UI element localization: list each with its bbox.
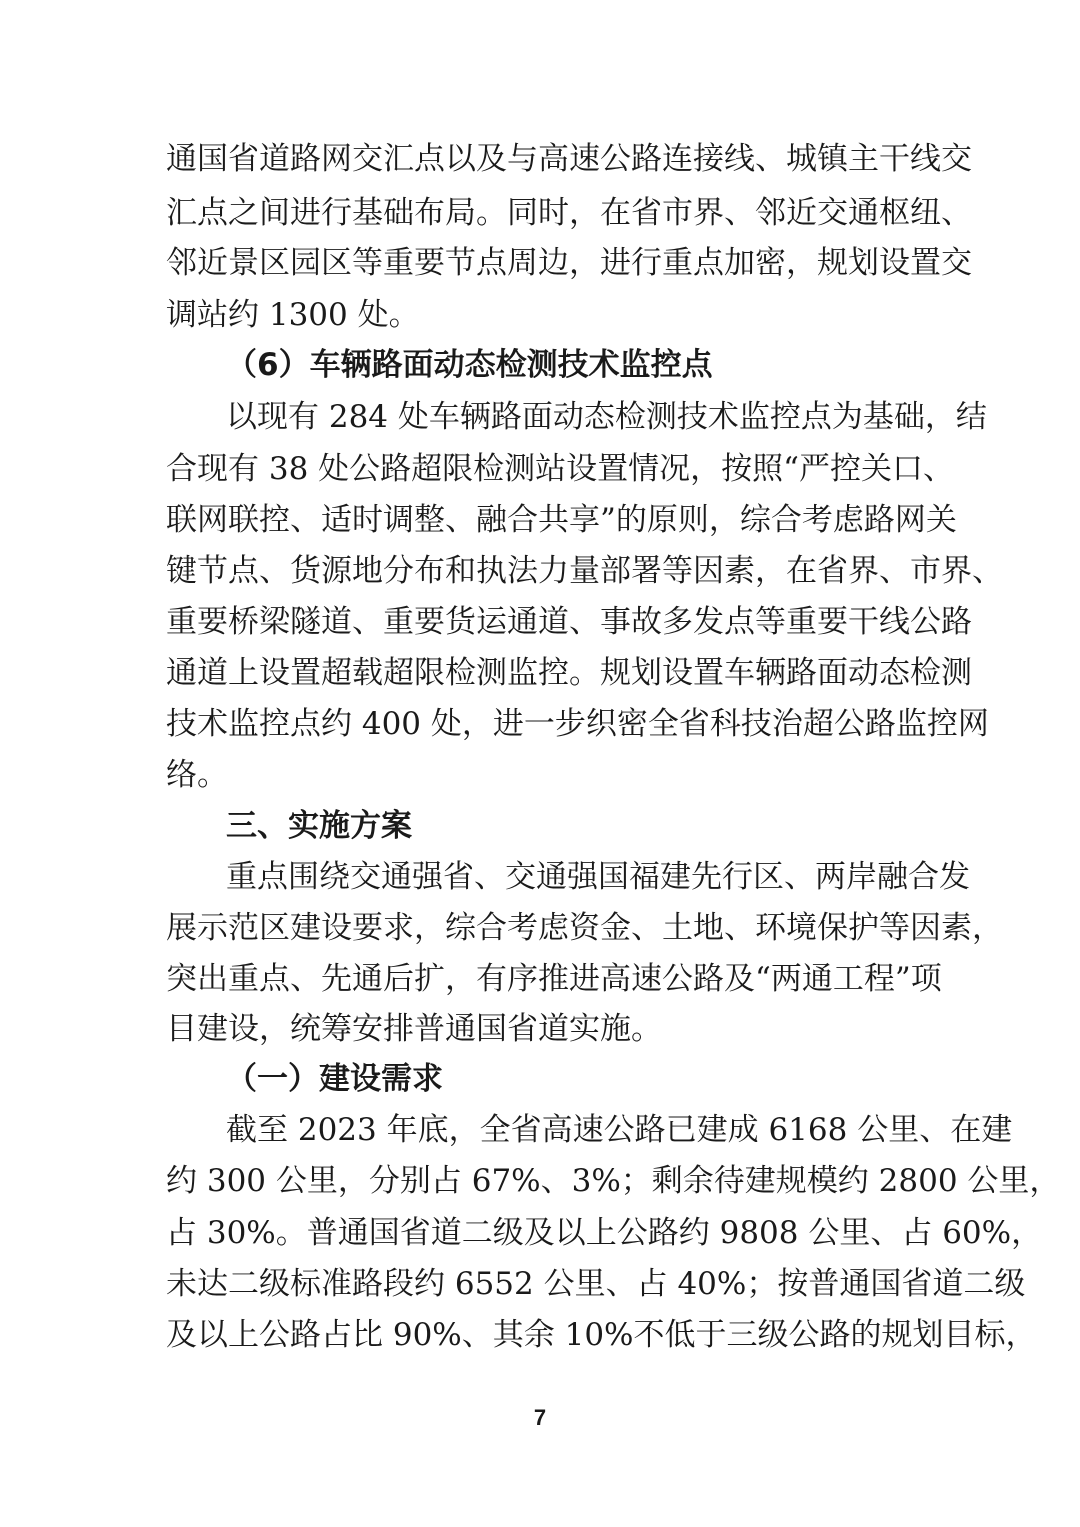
body-text-line: 重要桥梁隧道、重要货运通道、事故多发点等重要干线公路 [166, 604, 972, 640]
body-text-line: 邻近景区园区等重要节点周边，进行重点加密，规划设置交 [166, 245, 972, 281]
body-text-line: 约 300 公里，分别占 67%、3%；剩余待建规模约 2800 公里， [166, 1163, 1061, 1199]
body-text-line: 重点围绕交通强省、交通强国福建先行区、两岸融合发 [226, 859, 970, 895]
body-text-line: 展示范区建设要求，综合考虑资金、土地、环境保护等因素， [166, 910, 1003, 946]
body-text-line: 合现有 38 处公路超限检测站设置情况，按照“严控关口、 [166, 451, 954, 487]
page-number: 7 [533, 1405, 547, 1430]
body-text-line: 及以上公路占比 90%、其余 10%不低于三级公路的规划目标， [166, 1317, 1037, 1353]
body-text-line: 截至 2023 年底，全省高速公路已建成 6168 公里、在建 [226, 1112, 1013, 1148]
body-text-line: 络。 [166, 757, 228, 793]
body-text-line: 技术监控点约 400 处，进一步织密全省科技治超公路监控网 [166, 706, 989, 742]
body-text-line: 汇点之间进行基础布局。同时，在省市界、邻近交通枢纽、 [166, 195, 972, 231]
section-heading: 三、实施方案 [226, 808, 412, 844]
body-text-line: 目建设，统筹安排普通国省道实施。 [166, 1011, 662, 1047]
body-text-line: 突出重点、先通后扩，有序推进高速公路及“两通工程”项 [166, 961, 942, 997]
subsection-heading: （一）建设需求 [226, 1061, 443, 1097]
body-text-line: 占 30%。普通国省道二级及以上公路约 9808 公里、占 60%， [166, 1215, 1043, 1251]
body-text-line: 联网联控、适时调整、融合共享”的原则，综合考虑路网关 [166, 502, 957, 538]
body-text-line: 以现有 284 处车辆路面动态检测技术监控点为基础，结 [226, 399, 987, 435]
body-text-line: 键节点、货源地分布和执法力量部署等因素，在省界、市界、 [166, 553, 1003, 589]
body-text-line: 通道上设置超载超限检测监控。规划设置车辆路面动态检测 [166, 655, 972, 691]
body-text-line: 调站约 1300 处。 [166, 297, 420, 333]
body-text-line: 未达二级标准路段约 6552 公里、占 40%；按普通国省道二级 [166, 1266, 1026, 1302]
subsection-heading: （6）车辆路面动态检测技术监控点 [226, 347, 713, 383]
body-text-line: 通国省道路网交汇点以及与高速公路连接线、城镇主干线交 [166, 141, 972, 177]
